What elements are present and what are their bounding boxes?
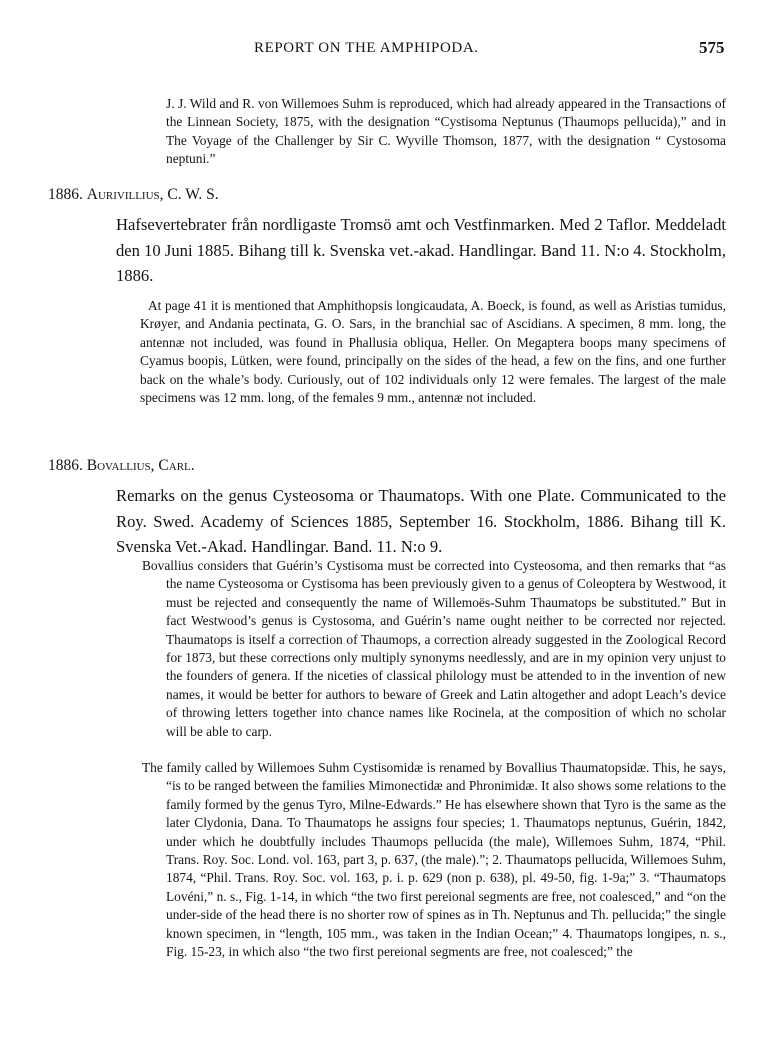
running-header (0, 40, 776, 66)
page-number: 575 (699, 38, 725, 57)
summary-aurivillius: At page 41 it is mentioned that Amphithopsis longicaudata, A. Boeck, is found, as well as Aristias tumidus, Krøyer, and Andania pectinata, G. O. Sars, in the branchial sac of Ascidians. A specimen, 8 mm. long, the antennæ not included, was found in Phallusia obliqua, Heller. On Megaptera boops many specimens of Cyamus boopis, Lütken, were found, principally on the sides of the head, a few on the fins, and one further back on the whale’s body. Curiously, out of 102 individuals only 12 were females. The largest of the male specimens was 12 mm. long, of the females 9 mm., antennæ not included. (140, 298, 726, 406)
entry-heading-aurivillius (48, 186, 219, 204)
entry-year: 1886. (48, 457, 83, 474)
summary-bovallius-2: The family called by Willemoes Suhm Cystisomidæ is renamed by Bovallius Thaumatopsidæ. This, he says, “is to be ranged between the families Mimonectidæ and Phronimidæ. It also shows some relations to the family formed by the genus Tyro, Milne-Edwards.” He has elsewhere shown that Tyro is the same as the later Clydonia, Dana. To Thaumatops he assigns four species; 1. Thaumatops neptunus, Guérin, 1842, under which he doubtfully includes Thaumops pellucida (the male), Willemoes Suhm, 1874, “Phil. Trans. Roy. Soc. Lond. vol. 163, part 3, p. 637, (the male).”; 2. Thaumatops pellucida, Willemoes Suhm, 1874, “Phil. Trans. Roy. Soc. vol. 163, p. i. p. 629 (non p. 638), pl. 49-50, fig. 1-9a;” 3. “Thaumatops Lovéni,” n. s., Fig. 1-14, in which “the two first pereional segments are free, not coalesced,” and “on the under-side of the head there is no shorter row of spines as in Th. Neptunus and Th. pellucida;” the single known specimen, in “length, 105 mm., was taken in the Indian Ocean;” 4. Thaumatops longipes, n. s., Fig. 15-23, in which also “the two first pereional segments are free, not coalesced;” the (142, 760, 726, 960)
summary-bovallius-1: Bovallius considers that Guérin’s Cystisoma must be corrected into Cysteosoma, and then remarks that “as the name Cysteosoma or Cystisoma has been previously given to a genus of Coleoptera by Westwood, it must be rejected and consequently the name of Willemoës-Suhm Thaumatops be substituted.” But in fact Westwood’s genus is Cystosoma, and Guérin’s name ought neither to be corrected nor rejected. Thaumatops is itself a correction of Thaumops, a correction already suggested in the Zoological Record for 1873, but these corrections only multiply synonyms needlessly, and are in my opinion very unjust to the founders of genera. If the niceties of classical philology must be attended to in the invention of new names, it would be better for authors to beware of Greek and Latin altogether and adopt Leach’s device of throwing letters together into chance names like Rocinela, at the composition of which no scholar will be able to carp. (142, 558, 726, 739)
continuation-paragraph: J. J. Wild and R. von Willemoes Suhm is reproduced, which had already appeared in the Transactions of the Linnean Society, 1875, with the designation “Cystisoma Neptunus (Thaumops pellucida),” and in The Voyage of the Challenger by Sir C. Wyville Thomson, 1877, with the designation “ Cystosoma neptuni.” (166, 96, 726, 167)
entry-author: Aurivillius, C. W. S. (86, 186, 219, 203)
entry-year: 1886. (48, 186, 83, 203)
citation-aurivillius: Hafsevertebrater från nordligaste Tromsö amt och Vestfinmarken. Med 2 Taflor. Meddeladt den 10 Juni 1885. Bihang till k. Svenska vet.-akad. Handlingar. Band 11. N:o 4. Stockholm, 1886. (116, 215, 726, 285)
entry-author: Bovallius, Carl. (86, 457, 195, 474)
entry-heading-bovallius (48, 457, 195, 475)
citation-bovallius: Remarks on the genus Cysteosoma or Thaumatops. With one Plate. Communicated to the Roy. Swed. Academy of Sciences 1885, September 16. Stockholm, 1886. Bihang till K. Svenska Vet.-Akad. Handlingar. Band. 11. N:o 9. (116, 486, 726, 556)
running-title: REPORT ON THE AMPHIPODA. (254, 40, 479, 56)
